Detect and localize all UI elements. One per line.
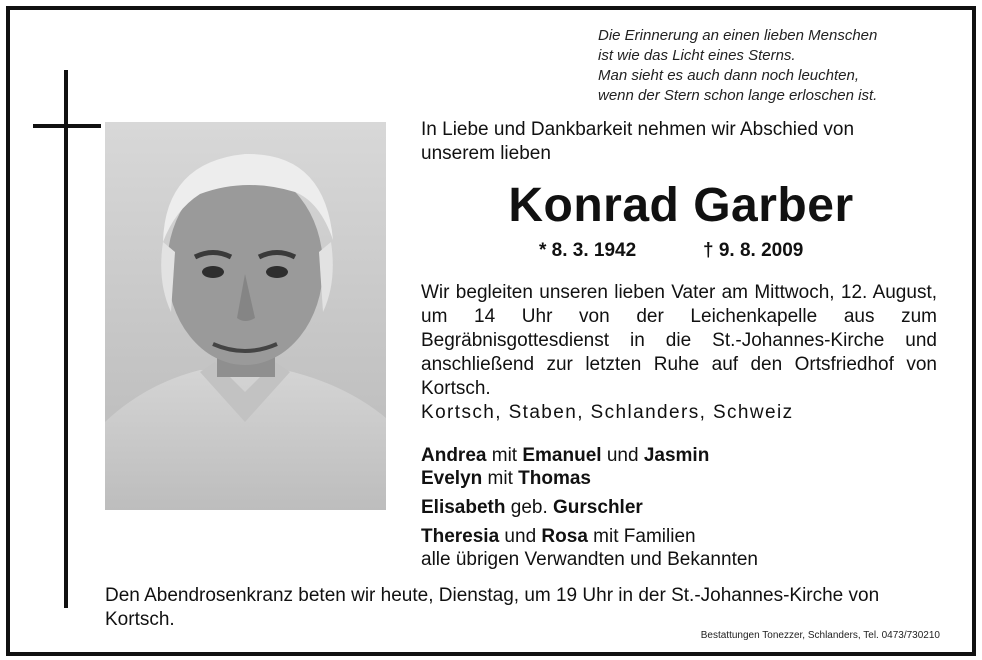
rosary-text: Den Abendrosenkranz beten wir heute, Dienstag, um 19 Uhr in der St.-Johannes-Kirche von Kortsch. xyxy=(105,585,880,630)
deceased-name: Konrad Garber xyxy=(508,179,854,232)
mourner-name: Gurschler xyxy=(553,497,643,518)
quote-line: ist wie das Licht eines Sterns. xyxy=(598,47,796,64)
mourners-list xyxy=(421,444,941,571)
undertaker-credit: Bestattungen Tonezzer, Schlanders, Tel. 0473/730210 xyxy=(700,630,940,641)
connector: mit xyxy=(486,445,523,466)
mourner-row xyxy=(421,444,941,467)
connector: und xyxy=(601,445,644,466)
birth-date: * 8. 3. 1942 xyxy=(539,240,637,261)
mourner-name: Evelyn xyxy=(421,468,483,489)
mourner-name: Thomas xyxy=(518,468,592,489)
death-date: † 9. 8. 2009 xyxy=(703,240,804,261)
mourner-name: Theresia xyxy=(421,526,500,547)
mourner-name: Andrea xyxy=(421,445,487,466)
mourner-row: alle übrigen Verwandten und Bekannten xyxy=(421,549,758,570)
mourner-row xyxy=(421,467,941,490)
quote-line: wenn der Stern schon lange erloschen ist. xyxy=(598,87,878,104)
mourner-row xyxy=(421,496,941,519)
connector: und xyxy=(499,526,542,547)
connector: mit xyxy=(482,468,519,489)
cross-icon xyxy=(64,70,68,608)
mourner-name: Rosa xyxy=(541,526,588,547)
funeral-text: Wir begleiten unseren lieben Vater am Mittwoch, 12. August, um 14 Uhr von der Leichenkapelle aus zum Begräbnisgottesdienst in die St.-Johannes-Kirche und anschließend zur letzten Ruhe auf den Ortsfriedhof von Kortsch. xyxy=(421,282,937,399)
portrait-photo xyxy=(105,122,386,510)
mourner-name: Emanuel xyxy=(522,445,602,466)
places-line: Kortsch, Staben, Schlanders, Schweiz xyxy=(421,402,794,423)
connector: geb. xyxy=(505,497,554,518)
mourner-name: Jasmin xyxy=(643,445,710,466)
intro-line: unserem lieben xyxy=(421,143,551,164)
intro-line: In Liebe und Dankbarkeit nehmen wir Abschied von xyxy=(421,119,855,140)
intro-text xyxy=(421,118,941,166)
cross-arm xyxy=(33,124,101,128)
mourner-name: Elisabeth xyxy=(421,497,506,518)
mourner-row xyxy=(421,525,941,548)
quote-line: Man sieht es auch dann noch leuchten, xyxy=(598,67,860,84)
quote-line: Die Erinnerung an einen lieben Menschen xyxy=(598,27,878,44)
memorial-quote xyxy=(598,26,948,106)
connector: mit Familien xyxy=(587,526,696,547)
